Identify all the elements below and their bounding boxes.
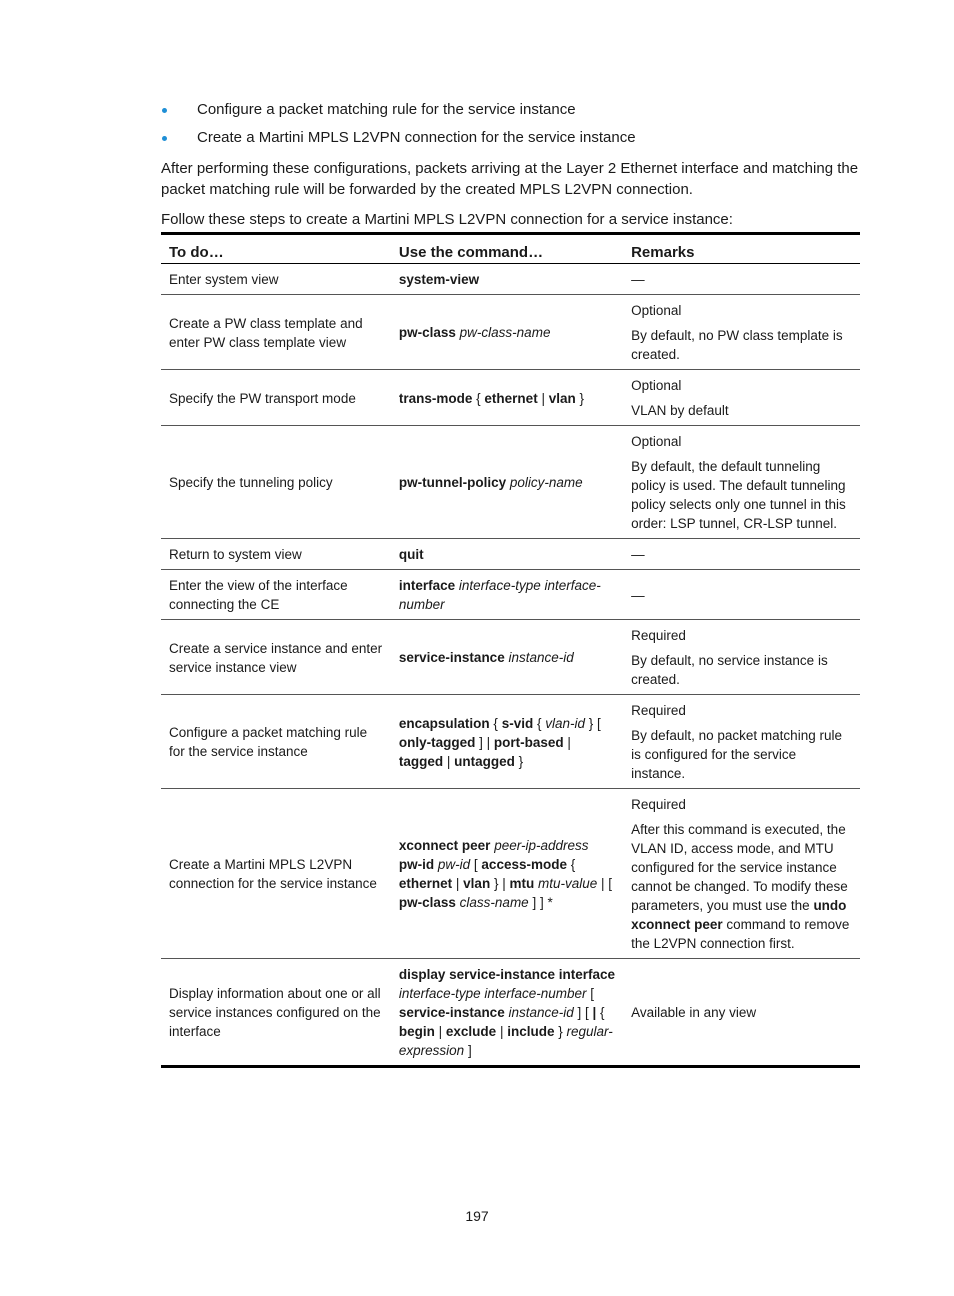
remarks-cell — [623, 370, 860, 426]
bullet-icon — [162, 136, 167, 141]
command-keyword: service-instance — [398, 1005, 505, 1020]
text-run: [ — [470, 857, 482, 872]
command-keyword: port-based — [493, 734, 564, 750]
command-cell — [391, 370, 623, 426]
remark-line — [631, 376, 852, 395]
command-keyword: untagged — [454, 753, 515, 769]
text-run: After this command is executed, the VLAN ID, access mode, and MTU configured for the service instance cannot be changed. To modify these parameters, you must use the — [631, 822, 848, 913]
text-run: | — [443, 753, 455, 769]
remark-line — [631, 457, 852, 533]
text-run: | — [452, 876, 464, 891]
command-argument: pw-id — [434, 857, 471, 872]
command-line — [399, 965, 615, 1060]
remark-line — [631, 270, 852, 289]
remark-line — [631, 301, 852, 320]
command-keyword: interface — [398, 578, 456, 593]
page-number: 197 — [465, 1208, 489, 1224]
command-argument: instance-id — [504, 1005, 574, 1020]
text-run: [ — [586, 986, 594, 1001]
command-keyword: mtu — [509, 876, 535, 891]
remarks-cell — [623, 264, 860, 295]
command-argument: interface-type interface-number — [398, 986, 587, 1001]
document-content — [161, 98, 861, 1068]
command-keyword: pw-class — [398, 325, 456, 340]
command-keyword: quit — [398, 547, 424, 562]
text-run: ] — [464, 1043, 472, 1058]
command-cell — [391, 789, 623, 959]
command-cell — [391, 959, 623, 1067]
table-header-row — [161, 234, 860, 264]
command-argument: policy-name — [506, 475, 583, 490]
remark-line — [631, 1003, 852, 1022]
todo-cell: Create a Martini MPLS L2VPN connection for the service instance — [161, 789, 391, 959]
todo-cell: Display information about one or all service instances configured on the interface — [169, 986, 381, 1039]
text-run: } — [514, 753, 524, 769]
command-keyword: display service-instance interface — [398, 967, 615, 982]
bullet-text: Create a Martini MPLS L2VPN connection for the service instance — [197, 129, 636, 146]
remark-line — [631, 626, 852, 645]
text-run: } — [554, 1024, 567, 1039]
table-body — [161, 264, 860, 1067]
remarks-cell — [623, 570, 860, 620]
remark-line — [631, 545, 852, 564]
command-keyword: access-mode — [481, 857, 567, 872]
todo-cell: Enter system view — [161, 264, 391, 295]
text-run: ] | — [475, 734, 494, 750]
command-argument: pw-class-name — [455, 325, 551, 340]
todo-cell: Return to system view — [161, 539, 391, 570]
command-keyword: exclude — [445, 1024, 497, 1039]
remark-line — [631, 586, 852, 605]
steps-table — [161, 232, 860, 1068]
command-keyword: pw-tunnel-policy — [398, 475, 507, 490]
table-row — [161, 539, 860, 570]
intro-paragraph: After performing these configurations, packets arriving at the Layer 2 Ethernet interface and matching the packet matching rule will be forwarded by the created MPLS L2VPN connection. — [161, 160, 859, 198]
text-run: — — [631, 272, 645, 287]
table-row — [161, 370, 860, 426]
table-row — [161, 426, 860, 539]
text-run: } [ — [585, 715, 601, 731]
text-run: ] [ — [573, 1005, 593, 1020]
command-keyword: undo xconnect peer — [631, 898, 847, 932]
bullet-icon — [162, 108, 167, 113]
todo-cell: Configure a packet matching rule for the service instance — [161, 695, 391, 789]
remarks-cell — [623, 426, 860, 539]
command-cell — [391, 539, 623, 570]
command-line — [399, 648, 615, 667]
text-run: Optional — [631, 303, 682, 318]
command-keyword: begin — [398, 1024, 435, 1039]
remarks-cell — [623, 959, 860, 1067]
remark-line — [631, 432, 852, 451]
remark-line — [631, 820, 852, 953]
command-argument: regular-expression — [398, 1024, 613, 1058]
command-keyword: tagged — [398, 753, 444, 769]
header-todo: To do… — [161, 234, 391, 264]
text-run: VLAN by default — [631, 403, 729, 418]
text-run: By default, no packet matching rule is configured for the service instance. — [631, 728, 842, 781]
table-row — [161, 959, 860, 1067]
bullet-list — [161, 98, 861, 154]
text-run: } | — [490, 876, 510, 891]
text-run: Required — [631, 797, 686, 812]
table-row — [161, 620, 860, 695]
bullet-text: Configure a packet matching rule for the service instance — [197, 101, 576, 118]
table-row — [161, 570, 860, 620]
command-cell — [391, 695, 623, 789]
remarks-cell — [623, 295, 860, 370]
text-run: { — [566, 857, 576, 872]
bullet-item — [161, 98, 861, 126]
text-run: — — [631, 587, 645, 603]
command-keyword: system-view — [398, 272, 480, 287]
todo-cell: Specify the tunneling policy — [161, 426, 391, 539]
command-line — [399, 473, 615, 492]
command-line — [399, 545, 615, 564]
remarks-cell — [623, 695, 860, 789]
text-run: By default, the default tunneling policy is used. The default tunneling policy selects only one tunnel in this order: LSP tunnel, CR-LSP tunnel. — [631, 459, 846, 531]
command-keyword: ethernet — [398, 876, 453, 891]
command-keyword: include — [507, 1024, 555, 1039]
text-run: — — [631, 547, 645, 562]
command-argument: instance-id — [504, 650, 574, 665]
text-run: By default, no service instance is created. — [631, 653, 828, 687]
text-run: | — [434, 1024, 446, 1039]
text-run: { — [472, 390, 485, 406]
text-run: ] ] * — [528, 895, 553, 910]
todo-cell: Create a service instance and enter service instance view — [161, 620, 391, 695]
table-row — [161, 695, 860, 789]
text-run: Optional — [631, 434, 682, 449]
text-run: | — [563, 734, 571, 750]
table-row — [161, 295, 860, 370]
command-cell — [391, 295, 623, 370]
command-cell — [391, 620, 623, 695]
command-keyword: pw-id — [398, 857, 435, 872]
remark-line — [631, 326, 852, 364]
text-run: } — [575, 390, 584, 406]
table-row — [161, 264, 860, 295]
remarks-cell — [623, 620, 860, 695]
command-keyword: trans-mode — [398, 390, 473, 406]
command-keyword: | — [592, 1005, 597, 1020]
text-run: Required — [631, 628, 686, 643]
command-argument: class-name — [455, 895, 529, 910]
command-keyword: s-vid — [501, 715, 534, 731]
command-keyword: pw-class — [398, 895, 456, 910]
todo-cell: Specify the PW transport mode — [161, 370, 391, 426]
remark-line — [631, 651, 852, 689]
command-keyword: vlan — [463, 876, 491, 891]
command-argument: interface-type interface-number — [398, 578, 601, 612]
text-run: command to remove the L2VPN connection first. — [631, 917, 850, 951]
remark-line — [631, 726, 852, 783]
command-argument: vlan-id — [545, 715, 585, 731]
command-keyword: ethernet — [484, 390, 538, 406]
command-cell — [391, 570, 623, 620]
command-line — [399, 389, 615, 408]
command-cell — [391, 264, 623, 295]
todo-cell: Create a PW class template and enter PW class template view — [161, 295, 391, 370]
todo-cell: Enter the view of the interface connecting the CE — [161, 570, 391, 620]
command-line — [399, 270, 615, 289]
text-run: { — [596, 1005, 605, 1020]
header-command: Use the command… — [391, 234, 623, 264]
remarks-cell — [623, 539, 860, 570]
text-run: | — [537, 390, 549, 406]
text-run: Required — [631, 703, 686, 718]
text-run: By default, no PW class template is created. — [631, 328, 843, 362]
command-keyword: only-tagged — [398, 734, 476, 750]
text-run: { — [489, 715, 502, 731]
remarks-cell — [623, 789, 860, 959]
command-cell — [391, 426, 623, 539]
bullet-item — [161, 126, 861, 154]
header-remarks: Remarks — [623, 234, 860, 264]
text-run: Optional — [631, 378, 682, 393]
text-run: | — [496, 1024, 508, 1039]
remark-line — [631, 701, 852, 720]
text-run: { — [533, 715, 546, 731]
remark-line — [631, 401, 852, 420]
command-keyword: encapsulation — [398, 715, 490, 731]
command-argument: mtu-value — [534, 876, 598, 891]
command-line — [399, 714, 615, 771]
steps-intro-paragraph: Follow these steps to create a Martini MPLS L2VPN connection for a service instance: — [161, 211, 733, 228]
text-run: Available in any view — [631, 1005, 757, 1020]
command-keyword: xconnect peer — [398, 838, 491, 853]
command-line — [399, 323, 615, 342]
command-argument: peer-ip-address — [490, 838, 589, 853]
text-run: | [ — [597, 876, 613, 891]
command-line — [399, 836, 615, 912]
command-keyword: service-instance — [398, 650, 505, 665]
remark-line — [631, 795, 852, 814]
command-line — [399, 576, 615, 614]
command-keyword: vlan — [548, 390, 576, 406]
table-row — [161, 789, 860, 959]
